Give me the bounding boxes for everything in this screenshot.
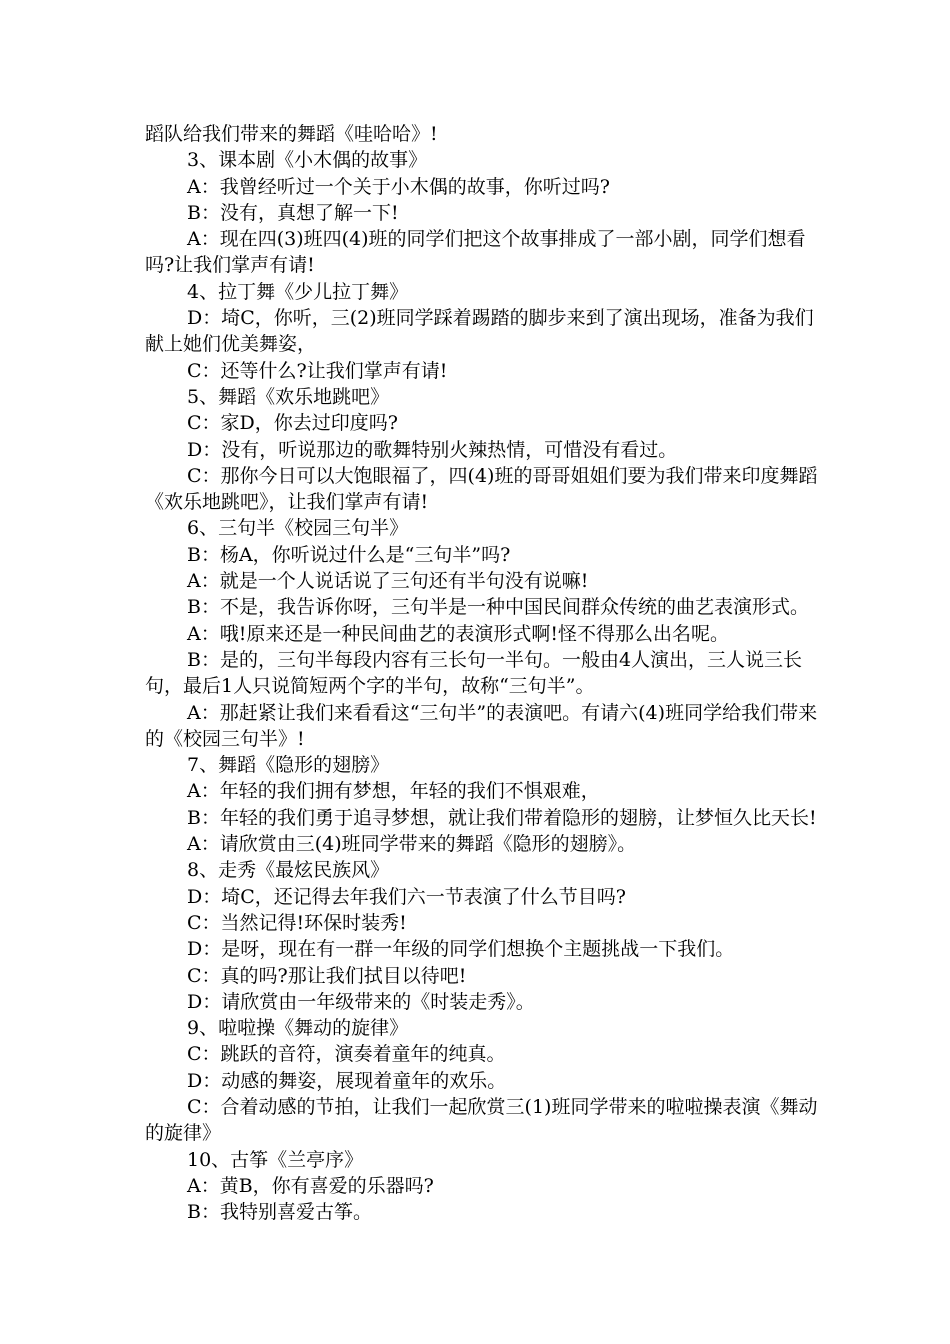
dialogue-line: C：跳跃的音符，演奏着童年的纯真。 bbox=[187, 1043, 506, 1066]
dialogue-line: B：我特别喜爱古筝。 bbox=[187, 1201, 372, 1224]
dialogue-line: B：没有，真想了解一下! bbox=[187, 201, 399, 224]
program-heading-6: 6、三句半《校园三句半》 bbox=[187, 517, 409, 540]
dialogue-line: A：哦!原来还是一种民间曲艺的表演形式啊!怪不得那么出名呢。 bbox=[187, 622, 729, 645]
dialogue-line: D：请欣赏由一年级带来的《时装走秀》。 bbox=[187, 990, 535, 1013]
dialogue-line: B：是的，三句半每段内容有三长句一半句。一般由4人演出，三人说三长句，最后1人只说简短两个字的半句，故称“三句半”。 bbox=[145, 648, 803, 698]
dialogue-line: A：黄B，你有喜爱的乐器吗? bbox=[187, 1174, 434, 1197]
dialogue-line: D：没有，听说那边的歌舞特别火辣热情，可惜没有看过。 bbox=[187, 438, 678, 461]
dialogue-line: D：埼C，还记得去年我们六一节表演了什么节目吗? bbox=[187, 885, 626, 908]
dialogue-line: D：埼C，你听，三(2)班同学踩着踢踏的脚步来到了演出现场，准备为我们献上她们优美舞姿， bbox=[145, 307, 814, 356]
program-heading-7: 7、舞蹈《隐形的翅膀》 bbox=[187, 754, 390, 777]
dialogue-line: C：那你今日可以大饱眼福了，四(4)班的哥哥姐姐们要为我们带来印度舞蹈《欢乐地跳吧》，让我们掌声有请! bbox=[145, 464, 818, 514]
dialogue-line: C：当然记得!环保时装秀! bbox=[187, 911, 407, 934]
paragraph-continuation: 蹈队给我们带来的舞蹈《哇哈哈》! bbox=[145, 123, 438, 145]
program-heading-5: 5、舞蹈《欢乐地跳吧》 bbox=[187, 385, 390, 408]
dialogue-line: A：那赶紧让我们来看看这“三句半”的表演吧。有请六(4)班同学给我们带来的《校园三句半》! bbox=[145, 701, 818, 750]
dialogue-line: B：年轻的我们勇于追寻梦想，就让我们带着隐形的翅膀，让梦恒久比天长! bbox=[187, 806, 817, 829]
program-heading-10: 10、古筝《兰亭序》 bbox=[187, 1148, 364, 1171]
dialogue-line: A：现在四(3)班四(4)班的同学们把这个故事排成了一部小剧，同学们想看吗?让我们掌声有请! bbox=[145, 228, 806, 277]
dialogue-line: C：合着动感的节拍，让我们一起欣赏三(1)班同学带来的啦啦操表演《舞动的旋律》 bbox=[145, 1095, 818, 1145]
document-body bbox=[145, 121, 825, 1225]
dialogue-line: A：年轻的我们拥有梦想，年轻的我们不惧艰难， bbox=[187, 780, 600, 803]
dialogue-line: D：动感的舞姿，展现着童年的欢乐。 bbox=[187, 1069, 507, 1092]
dialogue-line: B：不是，我告诉你呀，三句半是一种中国民间群众传统的曲艺表演形式。 bbox=[187, 596, 809, 619]
dialogue-line: A：请欣赏由三(4)班同学带来的舞蹈《隐形的翅膀》。 bbox=[187, 833, 637, 856]
dialogue-line: C：家D，你去过印度吗? bbox=[187, 412, 398, 435]
dialogue-line: D：是呀，现在有一群一年级的同学们想换个主题挑战一下我们。 bbox=[187, 938, 735, 961]
program-heading-3: 3、课本剧《小木偶的故事》 bbox=[187, 149, 428, 172]
dialogue-line: C：还等什么?让我们掌声有请! bbox=[187, 359, 448, 382]
program-heading-4: 4、拉丁舞《少儿拉丁舞》 bbox=[187, 280, 409, 303]
program-heading-9: 9、啦啦操《舞动的旋律》 bbox=[187, 1017, 409, 1040]
dialogue-line: A：我曾经听过一个关于小木偶的故事，你听过吗? bbox=[187, 175, 610, 198]
dialogue-line: B：杨A，你听说过什么是“三句半”吗? bbox=[187, 543, 511, 566]
program-heading-8: 8、走秀《最炫民族风》 bbox=[187, 859, 390, 882]
dialogue-line: A：就是一个人说话说了三句还有半句没有说嘛! bbox=[187, 570, 589, 593]
dialogue-line: C：真的吗?那让我们拭目以待吧! bbox=[187, 964, 467, 987]
